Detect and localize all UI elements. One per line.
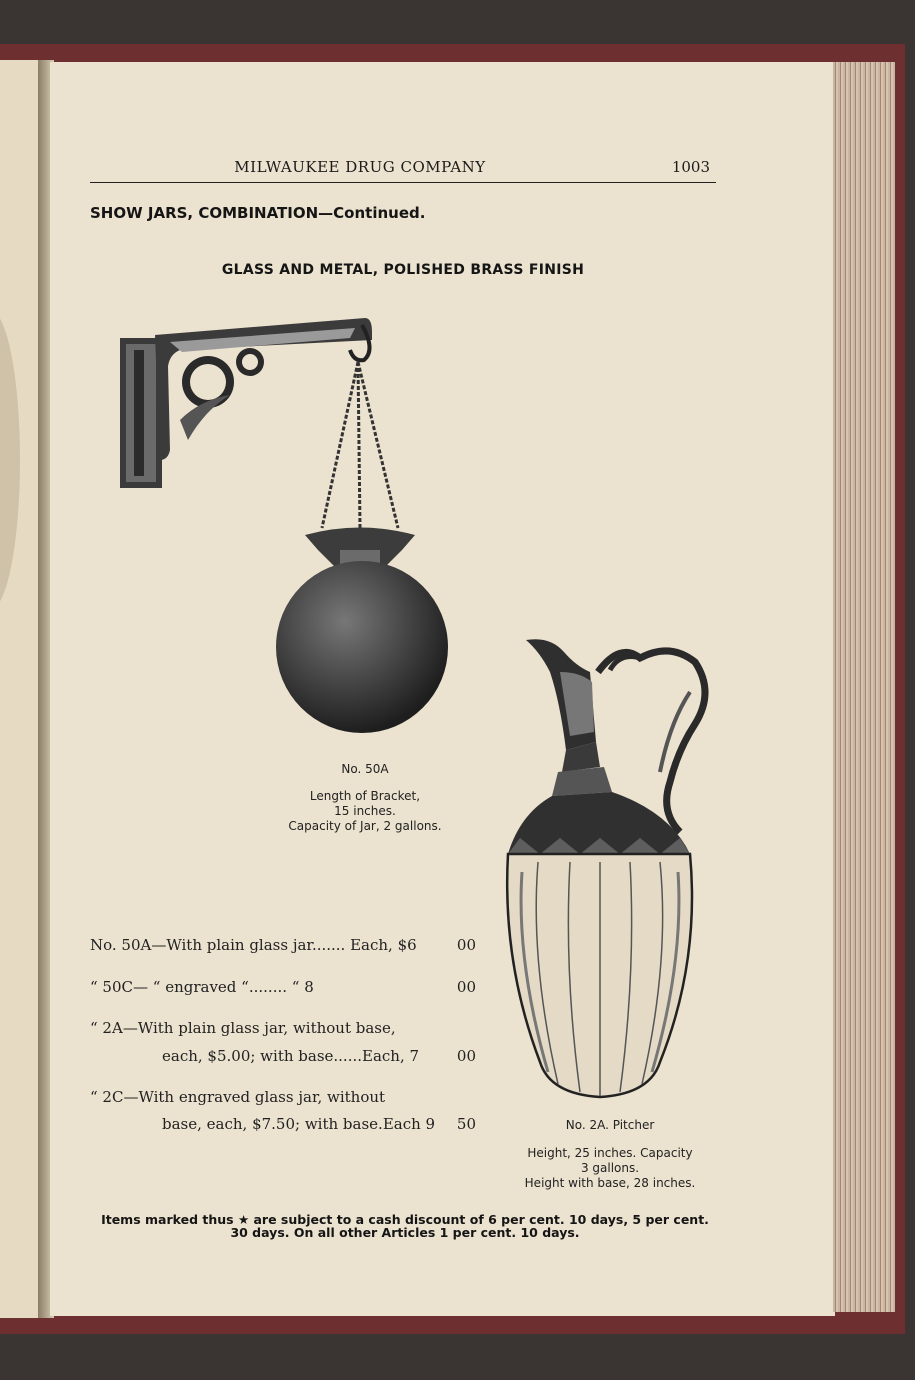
item-50a-line2: 15 inches.	[334, 804, 396, 818]
header-title: MILWAUKEE DRUG COMPANY	[234, 158, 486, 176]
discount-footer	[70, 1213, 740, 1239]
footer-line1: Items marked thus ★ are subject to a cash discount of 6 per cent. 10 days, 5 per cent.	[101, 1212, 709, 1227]
price-row-amount: 50	[456, 1115, 476, 1133]
price-row	[90, 1047, 480, 1069]
item-2a-line1: Height, 25 inches. Capacity	[527, 1146, 693, 1160]
price-row	[90, 1019, 480, 1041]
price-row-text: “ 2C—With engraved glass jar, without	[90, 1088, 386, 1106]
price-row-amount: 00	[456, 978, 476, 996]
item-50a-caption	[290, 762, 440, 777]
item-50a-details	[290, 789, 440, 834]
price-row-text: each, $5.00; with base......Each, 7	[162, 1047, 420, 1065]
section-title: SHOW JARS, COMBINATION—Continued.	[90, 204, 426, 222]
price-row-text: “ 2A—With plain glass jar, without base,	[90, 1019, 396, 1037]
item-2a-number: No. 2A. Pitcher	[565, 1118, 655, 1132]
item-2a-details	[510, 1146, 710, 1191]
left-page-illustration	[0, 310, 20, 610]
item-2a-line3: Height with base, 28 inches.	[524, 1176, 696, 1190]
page-edges	[833, 62, 895, 1312]
item-50a-line1: Length of Bracket,	[309, 789, 421, 803]
item-2a-line2: 3 gallons.	[580, 1161, 640, 1175]
footer-line2: 30 days. On all other Articles 1 per cent. 10 days.	[230, 1225, 580, 1240]
item-2a-caption	[540, 1118, 680, 1133]
item-50a-line3: Capacity of Jar, 2 gallons.	[288, 819, 442, 833]
price-row	[90, 1088, 480, 1110]
subtitle: GLASS AND METAL, POLISHED BRASS FINISH	[221, 262, 585, 278]
hanging-jar-illustration	[110, 310, 460, 750]
running-header	[90, 150, 716, 183]
price-row	[90, 978, 480, 1000]
price-row-amount: 00	[456, 1047, 476, 1065]
page-number: 1003	[671, 158, 710, 176]
pitcher-illustration	[500, 632, 715, 1107]
price-row	[90, 1115, 480, 1137]
item-50a-number: No. 50A	[341, 762, 389, 776]
price-row-text: “ 50C— “ engraved “........ “ 8	[90, 978, 314, 996]
price-row-text: base, each, $7.50; with base.Each 9	[162, 1115, 436, 1133]
price-row	[90, 936, 480, 958]
price-row-text: No. 50A—With plain glass jar....... Each, $6	[90, 936, 417, 954]
price-row-amount: 00	[456, 936, 476, 954]
